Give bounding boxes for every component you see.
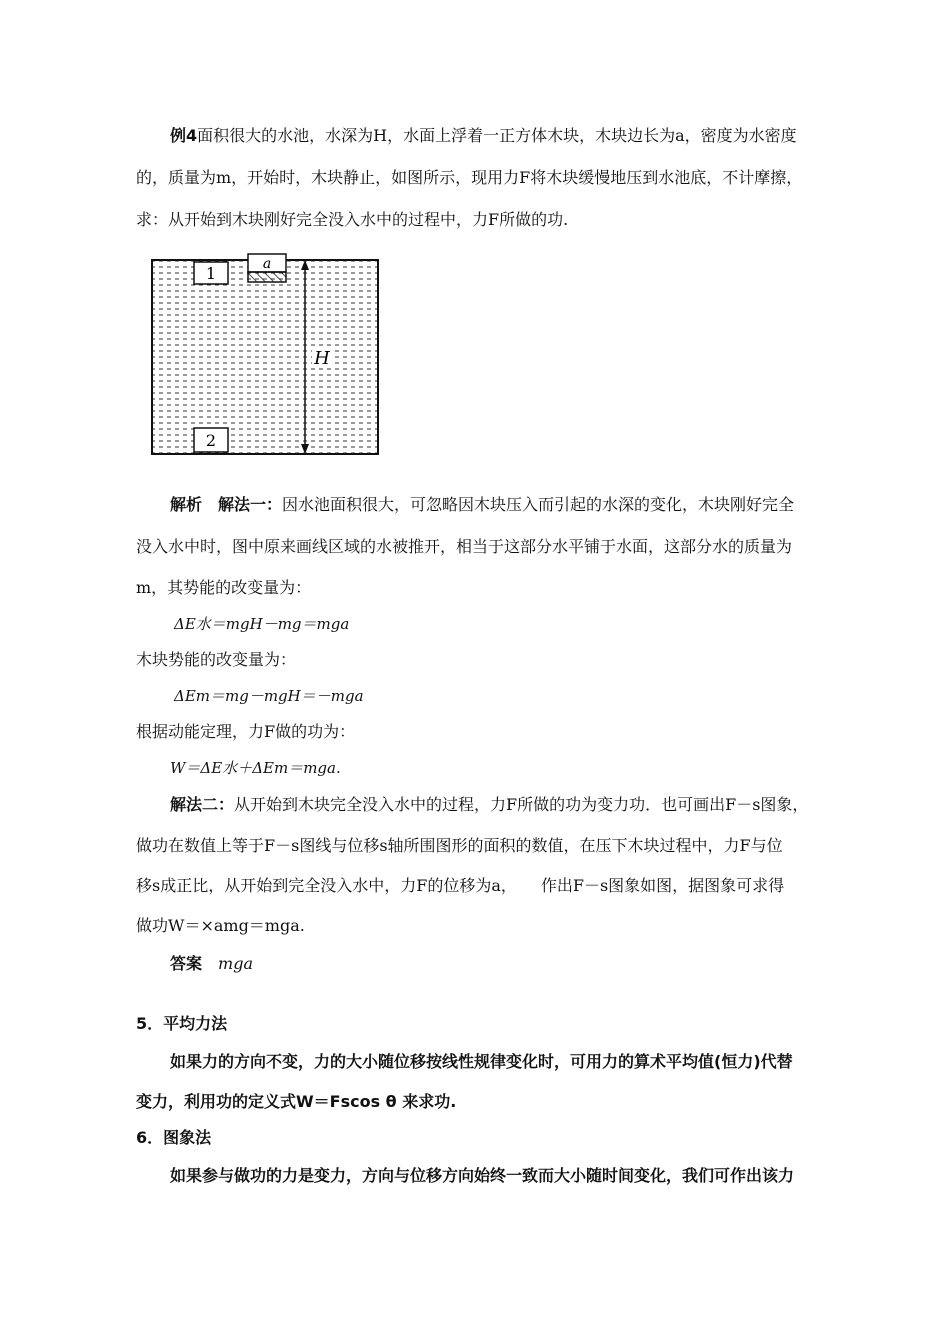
solution-label: 解析 — [170, 495, 203, 514]
pool-water — [152, 260, 378, 454]
section5-line-2: 变力，利用功的定义式W＝Fscos θ 来求功. — [136, 1092, 457, 1111]
equation-2: ΔEm＝mg－mgH＝－mga — [174, 687, 364, 705]
equation-3: W＝ΔE水＋ΔEm＝mga. — [170, 759, 341, 777]
answer-label: 答案 — [170, 954, 203, 973]
method2-line-4: 做功W＝×amg＝mga. — [136, 916, 305, 935]
section6-heading: 6．图象法 — [136, 1128, 212, 1147]
pool-diagram — [150, 252, 382, 458]
section5-heading: 5．平均力法 — [136, 1014, 228, 1033]
block-2-label: 2 — [205, 431, 217, 450]
answer-value: mga — [218, 954, 253, 973]
pool-figure — [150, 252, 382, 462]
method2-line-1 — [170, 795, 808, 815]
depth-label: H — [314, 348, 330, 369]
method2-line-3: 移s成正比，从开始到完全没入水中，力F的位移为a， 作出F－s图象如图，据图象可求得 — [136, 876, 785, 895]
section5-line-1: 如果力的方向不变，力的大小随位移按线性规律变化时，可用力的算术平均值(恒力)代替 — [170, 1052, 793, 1071]
example-text-1: 面积很大的水池，水深为H，水面上浮着一正方体木块，木块边长为a，密度为水密度 — [197, 126, 797, 145]
method1-line-5: 根据动能定理，力F做的功为： — [136, 722, 356, 741]
side-label: a — [262, 256, 272, 272]
example-label: 例4 — [170, 126, 198, 145]
solution-line-1 — [170, 495, 794, 515]
example-line-2: 的，质量为m，开始时，木块静止，如图所示，现用力F将木块缓慢地压到水池底，不计摩擦， — [136, 168, 803, 187]
equation-1: ΔE水＝mgH－mg＝mga — [174, 615, 350, 633]
block-1-label: 1 — [205, 264, 217, 283]
method1-line-2: 没入水中时，图中原来画线区域的水被推开，相当于这部分水平铺于水面，这部分水的质量为 — [136, 537, 793, 556]
block-a-submerged — [248, 272, 286, 282]
example-line-1 — [170, 126, 797, 146]
example-line-3: 求：从开始到木块刚好完全没入水中的过程中，力F所做的功. — [136, 210, 569, 229]
method2-text-1: 从开始到木块完全没入水中的过程，力F所做的功为变力功．也可画出F－s图象， — [234, 795, 809, 814]
answer-line — [170, 954, 253, 974]
section6-line-1: 如果参与做功的力是变力，方向与位移方向始终一致而大小随时间变化，我们可作出该力 — [170, 1166, 795, 1185]
method2-label: 解法二： — [170, 795, 235, 814]
method2-line-2: 做功在数值上等于F－s图线与位移s轴所围图形的面积的数值，在压下木块过程中，力F与位 — [136, 836, 783, 855]
method1-text-1: 因水池面积很大，可忽略因木块压入而引起的水深的变化，木块刚好完全 — [282, 495, 795, 514]
method1-line-3: m，其势能的改变量为： — [136, 578, 312, 597]
method1-label: 解法一： — [218, 495, 283, 514]
method1-line-4: 木块势能的改变量为： — [136, 650, 297, 669]
